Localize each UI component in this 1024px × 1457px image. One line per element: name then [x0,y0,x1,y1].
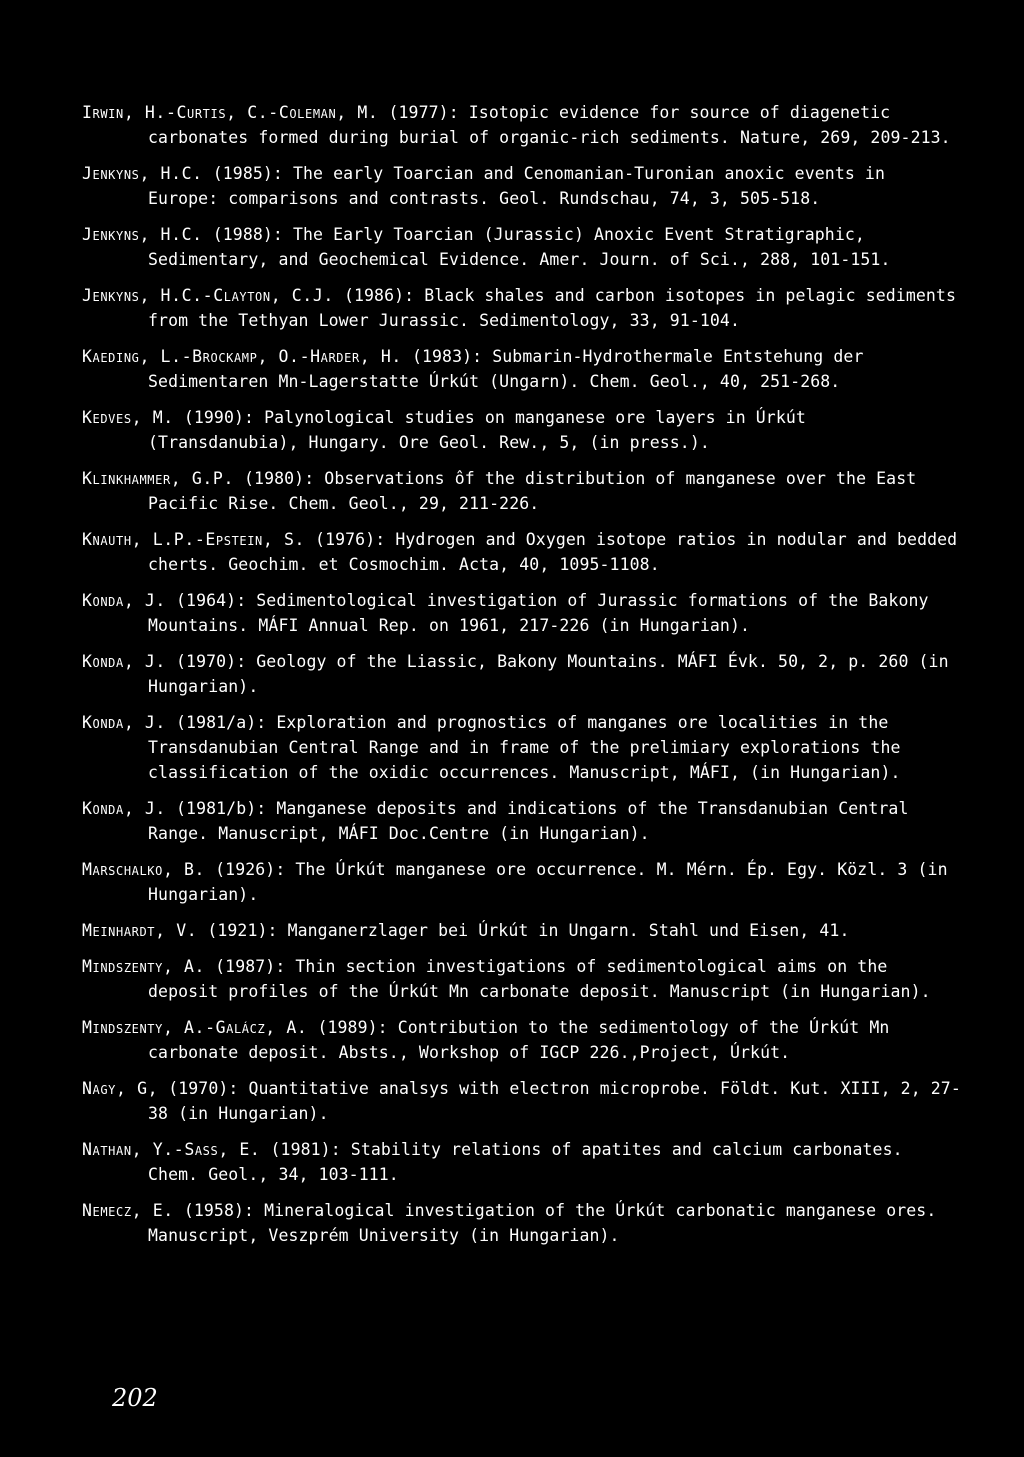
reference-entry [82,527,962,577]
reference-text: (1987): Thin section investigations of sedimentological aims on the deposit profiles of the Úrkút Mn carbonate deposit. Manuscript (in Hungarian). [148,957,931,1001]
reference-entry [82,283,962,333]
reference-text: (1980): Observations ôf the distribution of manganese over the East Pacific Rise. Chem. Geol., 29, 211-226. [148,469,917,513]
reference-entry [82,466,962,516]
reference-author: Nathan, Y.-Sass, E. [82,1140,261,1159]
reference-entry [82,649,962,699]
reference-author: Konda, J. [82,713,166,732]
reference-text: (1985): The early Toarcian and Cenomanian-Turonian anoxic events in Europe: comparisons and contrasts. Geol. Rundschau, 74, 3, 505-518. [148,164,885,208]
reference-entry [82,954,962,1004]
reference-author: Klinkhammer, G.P. [82,469,234,488]
reference-author: Jenkyns, H.C. [82,164,203,183]
reference-author: Marschalko, B. [82,860,206,879]
reference-text: (1981): Stability relations of apatites and calcium carbonates. Chem. Geol., 34, 103-111. [148,1140,903,1184]
reference-text: (1926): The Úrkút manganese ore occurrence. M. Mérn. Ép. Egy. Közl. 3 (in Hungarian). [148,860,948,904]
reference-author: Jenkyns, H.C.-Clayton, C.J. [82,286,334,305]
reference-entry [82,1076,962,1126]
reference-entry [82,710,962,785]
reference-author: Nagy, G, [82,1079,159,1098]
reference-text: (1990): Palynological studies on manganese ore layers in Úrkút (Transdanubia), Hungary. Ore Geol. Rew., 5, (in press.). [148,408,806,452]
reference-entry [82,1137,962,1187]
reference-text: (1976): Hydrogen and Oxygen isotope ratios in nodular and bedded cherts. Geochim. et Cosmochim. Acta, 40, 1095-1108. [148,530,958,574]
reference-text: (1986): Black shales and carbon isotopes in pelagic sediments from the Tethyan Lower Jurassic. Sedimentology, 33, 91-104. [148,286,957,330]
reference-list [82,100,962,1248]
reference-entry [82,796,962,846]
reference-author: Konda, J. [82,591,166,610]
reference-text: (1921): Manganerzlager bei Úrkút in Ungarn. Stahl und Eisen, 41. [197,921,850,940]
reference-text: (1981/a): Exploration and prognostics of manganes ore localities in the Transdanubian Central Range and in frame of the prelimiary explorations the classification of the oxidic occurrences. Manuscript, MÁFI, (in Hungarian). [148,713,901,782]
reference-entry [82,1198,962,1248]
reference-author: Mindszenty, A. [82,957,206,976]
reference-entry [82,1015,962,1065]
reference-entry [82,918,962,943]
reference-text: (1981/b): Manganese deposits and indications of the Transdanubian Central Range. Manuscript, MÁFI Doc.Centre (in Hungarian). [148,799,909,843]
reference-author: Mindszenty, A.-Galácz, A. [82,1018,308,1037]
reference-entry [82,222,962,272]
reference-text: (1970): Quantitative analsys with electron microprobe. Földt. Kut. XIII, 2, 27-38 (in Hungarian). [148,1079,961,1123]
reference-author: Konda, J. [82,652,166,671]
reference-text: (1983): Submarin-Hydrothermale Entstehung der Sedimentaren Mn-Lagerstatte Úrkút (Ungarn). Chem. Geol., 40, 251-268. [148,347,864,391]
page-number: 202 [112,1384,158,1412]
reference-author: Jenkyns, H.C. [82,225,203,244]
reference-entry [82,344,962,394]
reference-entry [82,857,962,907]
reference-author: Kedves, M. [82,408,174,427]
reference-entry [82,161,962,211]
reference-author: Knauth, L.P.-Epstein, S. [82,530,306,549]
reference-text: (1989): Contribution to the sedimentology of the Úrkút Mn carbonate deposit. Absts., Workshop of IGCP 226.,Project, Úrkút. [148,1018,890,1062]
reference-entry [82,100,962,150]
reference-entry [82,405,962,455]
reference-text: (1970): Geology of the Liassic, Bakony Mountains. MÁFI Évk. 50, 2, p. 260 (in Hungarian). [148,652,949,696]
reference-text: (1964): Sedimentological investigation of Jurassic formations of the Bakony Mountains. MÁFI Annual Rep. on 1961, 217-226 (in Hungarian). [148,591,929,635]
reference-text: (1958): Mineralogical investigation of the Úrkút carbonatic manganese ores. Manuscript, Veszprém University (in Hungarian). [148,1201,937,1245]
reference-author: Nemecz, E. [82,1201,174,1220]
reference-text: (1977): Isotopic evidence for source of diagenetic carbonates formed during burial of organic-rich sediments. Nature, 269, 209-213. [148,103,951,147]
reference-text: (1988): The Early Toarcian (Jurassic) Anoxic Event Stratigraphic, Sedimentary, and Geochemical Evidence. Amer. Journ. of Sci., 288, 101-151. [148,225,891,269]
reference-author: Kaeding, L.-Brockamp, O.-Harder, H. [82,347,402,366]
reference-author: Irwin, H.-Curtis, C.-Coleman, M. [82,103,379,122]
reference-author: Konda, J. [82,799,166,818]
reference-entry [82,588,962,638]
reference-author: Meinhardt, V. [82,921,198,940]
